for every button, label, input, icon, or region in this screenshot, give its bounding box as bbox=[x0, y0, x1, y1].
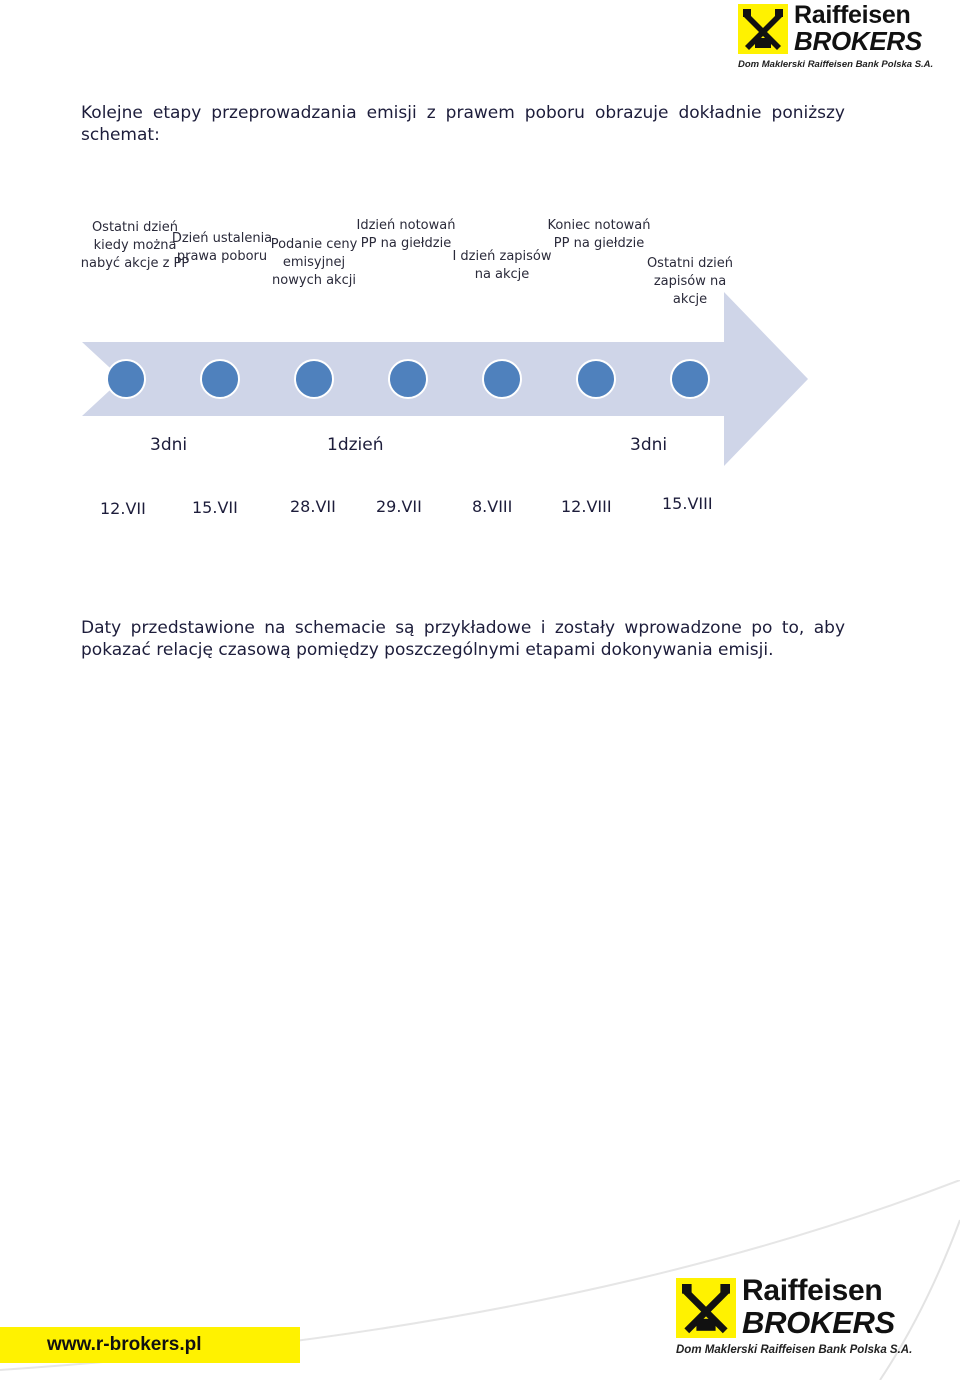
stage-label-1: Ostatni dzień kiedy można nabyć akcje z PP bbox=[80, 220, 190, 271]
stage-label-6: Koniec notowań PP na giełdzie bbox=[547, 218, 651, 251]
timeline-diagram bbox=[0, 0, 960, 560]
stage-label-7: Ostatni dzień zapisów na akcje bbox=[646, 256, 734, 307]
logo-subtitle: Dom Maklerski Raiffeisen Bank Polska S.A. bbox=[738, 59, 934, 70]
stage-label-4: Idzień notowań PP na giełdzie bbox=[356, 218, 456, 251]
stage-date-7: 15.VIII bbox=[662, 494, 713, 513]
stage-date-4: 29.VII bbox=[376, 497, 422, 516]
stage-dot-7 bbox=[670, 359, 710, 399]
logo-brand-line2: BROKERS bbox=[742, 1305, 895, 1340]
raiffeisen-brokers-logo-bottom bbox=[676, 1274, 913, 1360]
note-paragraph: Daty przedstawione na schemacie są przykładowe i zostały wprowadzone po to, aby pokazać relację czasową pomiędzy poszczególnymi etapami dokonywania emisji. bbox=[81, 618, 845, 660]
stage-date-1: 12.VII bbox=[100, 499, 146, 518]
stage-date-3: 28.VII bbox=[290, 497, 336, 516]
footer-website-link[interactable]: www.r-brokers.pl bbox=[47, 1334, 202, 1355]
logo-subtitle: Dom Maklerski Raiffeisen Bank Polska S.A. bbox=[676, 1344, 913, 1356]
stage-date-5: 8.VIII bbox=[472, 497, 513, 516]
stage-label-5: I dzień zapisów na akcje bbox=[452, 249, 552, 282]
stage-date-2: 15.VII bbox=[192, 498, 238, 517]
stage-date-6: 12.VIII bbox=[561, 497, 612, 516]
logo-brand-line1: Raiffeisen bbox=[794, 1, 911, 29]
stage-label-3: Podanie ceny emisyjnej nowych akcji bbox=[270, 237, 358, 288]
stage-dot-3 bbox=[294, 359, 334, 399]
logo-brand-line2: BROKERS bbox=[794, 26, 922, 56]
stage-dot-2 bbox=[200, 359, 240, 399]
crossed-gables-icon bbox=[676, 1278, 736, 1338]
stage-label-2: Dzień ustalenia prawa poboru bbox=[171, 231, 273, 264]
stage-dot-6 bbox=[576, 359, 616, 399]
logo-brand-line1: Raiffeisen bbox=[742, 1274, 883, 1307]
interval-label-2: 1dzień bbox=[327, 435, 384, 455]
interval-label-1: 3dni bbox=[150, 435, 188, 455]
stage-dot-5 bbox=[482, 359, 522, 399]
interval-label-3: 3dni bbox=[630, 435, 668, 455]
stage-dot-1 bbox=[106, 359, 146, 399]
stage-dot-4 bbox=[388, 359, 428, 399]
intro-paragraph: Kolejne etapy przeprowadzania emisji z prawem poboru obrazuje dokładnie poniższy schemat: bbox=[81, 103, 845, 145]
